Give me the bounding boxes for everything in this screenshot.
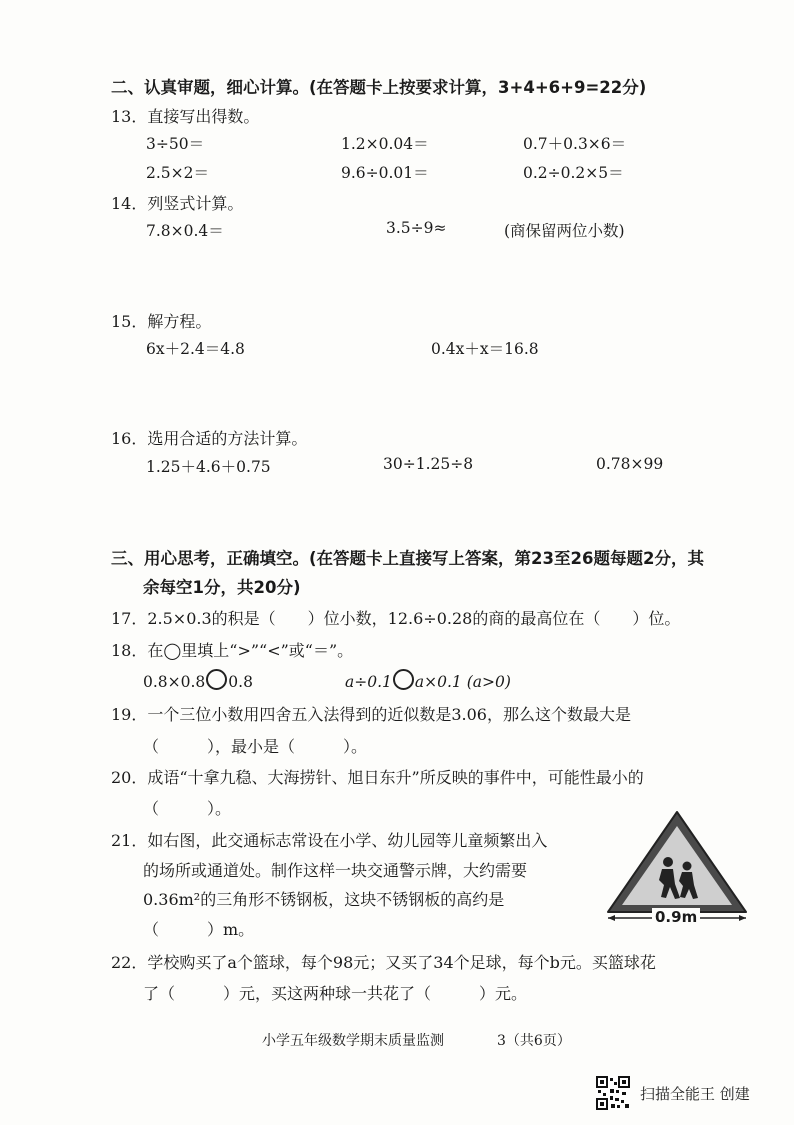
q13-title: 13．直接写出得数。	[111, 107, 260, 126]
q15-title: 15．解方程。	[111, 312, 212, 331]
q22-line2: 了（ ）元，买这两种球一共花了（ ）元。	[143, 984, 528, 1003]
section-3-heading-line1: 三、用心思考，正确填空。(在答题卡上直接写上答案，第23至26题每题2分，其	[111, 549, 704, 568]
q13-item-5: 9.6÷0.01＝	[341, 164, 429, 182]
q14-title: 14．列竖式计算。	[111, 194, 244, 213]
footer-title: 小学五年级数学期末质量监测	[262, 1033, 444, 1049]
q21-line2: 的场所或通道处。制作这样一块交通警示牌，大约需要	[143, 861, 528, 880]
scanner-watermark	[596, 1076, 786, 1112]
traffic-sign-figure	[604, 808, 750, 928]
q18-b-left: a÷0.1	[345, 673, 392, 691]
section-2-heading: 二、认真审题，细心计算。(在答题卡上按要求计算，3+4+6+9=22分)	[111, 78, 647, 97]
q16-item-2: 30÷1.25÷8	[383, 455, 474, 473]
q15-item-2: 0.4x＋x＝16.8	[431, 340, 539, 358]
q21-line3: 0.36m²的三角形不锈钢板，这块不锈钢板的高约是	[143, 890, 505, 909]
q18-comparison-a	[143, 669, 253, 691]
q14-item-1: 7.8×0.4＝	[146, 222, 224, 240]
q13-item-3: 0.7＋0.3×6＝	[523, 135, 627, 153]
q13-item-4: 2.5×2＝	[146, 164, 209, 182]
section-3-heading-line2: 余每空1分，共20分)	[143, 578, 301, 597]
q18-title: 18．在◯里填上“>”“<”或“＝”。	[111, 641, 354, 660]
footer-page-number: 3（共6页）	[497, 1033, 571, 1049]
q22-line1: 22．学校购买了a个篮球，每个98元；又买了34个足球，每个b元。买篮球花	[111, 953, 656, 972]
q19-line2: （ ），最小是（ ）。	[143, 737, 368, 756]
q13-item-2: 1.2×0.04＝	[341, 135, 429, 153]
q18-b-blank-circle	[393, 669, 414, 690]
q13-item-1: 3÷50＝	[146, 135, 205, 153]
q15-item-1: 6x＋2.4＝4.8	[146, 340, 245, 358]
scanner-label: 扫描全能王 创建	[640, 1085, 750, 1103]
q14-note: (商保留两位小数)	[504, 222, 625, 240]
q18-a-blank-circle	[206, 669, 227, 690]
q18-comparison-b	[345, 669, 511, 691]
q17-text: 17．2.5×0.3的积是（ ）位小数，12.6÷0.28的商的最高位在（ ）位。	[111, 609, 681, 628]
qr-code-icon	[596, 1076, 630, 1110]
q18-a-right: 0.8	[228, 673, 253, 691]
q20-line1: 20．成语“十拿九稳、大海捞针、旭日东升”所反映的事件中，可能性最小的	[111, 768, 644, 787]
q21-line1: 21．如右图，此交通标志常设在小学、幼儿园等儿童频繁出入	[111, 831, 548, 850]
q14-item-2: 3.5÷9≈	[386, 219, 447, 237]
q19-line1: 19．一个三位小数用四舍五入法得到的近似数是3.06，那么这个数最大是	[111, 705, 631, 724]
q16-item-1: 1.25＋4.6＋0.75	[146, 458, 271, 476]
q18-a-left: 0.8×0.8	[143, 673, 206, 691]
q21-line4: （ ）m。	[143, 920, 255, 939]
sign-width-label: 0.9m	[652, 908, 700, 926]
q16-item-3: 0.78×99	[596, 455, 664, 473]
q18-b-right: a×0.1 (a>0)	[414, 673, 511, 691]
q20-line2: （ ）。	[143, 799, 232, 818]
q16-title: 16．选用合适的方法计算。	[111, 429, 308, 448]
q13-item-6: 0.2÷0.2×5＝	[523, 164, 624, 182]
